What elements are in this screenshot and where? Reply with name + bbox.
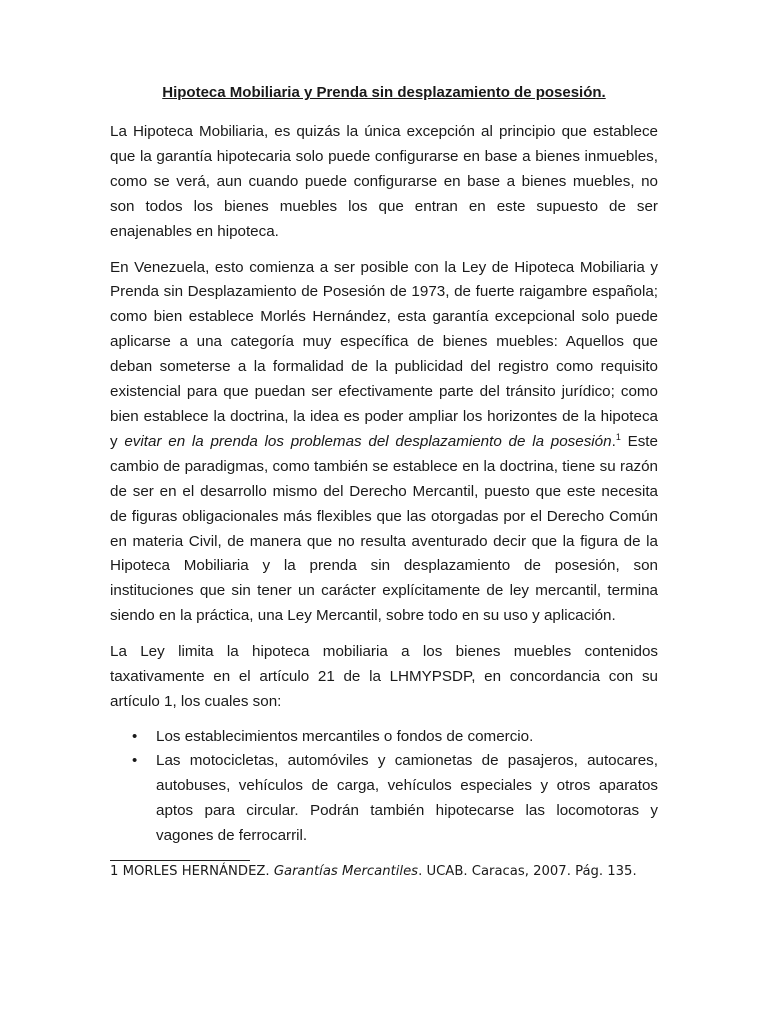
footnote-separator: [110, 860, 250, 861]
document-body: [110, 120, 658, 848]
footnote-rest: . UCAB. Caracas, 2007. Pág. 135.: [418, 864, 637, 879]
footnote-number: 1: [110, 864, 119, 879]
paragraph-2-text-before: En Venezuela, esto comienza a ser posible con la Ley de Hipoteca Mobiliaria y Prenda sin Desplazamiento de Posesión de 1973, de fuerte raigambre española; como bien establece Morlés Hernández, esta garantía excepcional solo puede aplicarse a una categoría muy específica de bienes muebles: Aquellos que deban someterse a la formalidad de la publicidad del registro como requisito existencial para que puedan ser efectivamente parte del tránsito jurídico; como bien establece la doctrina, la idea es poder ampliar los horizontes de la hipoteca y: [110, 258, 658, 450]
document-title: Hipoteca Mobiliaria y Prenda sin desplazamiento de posesión.: [162, 84, 606, 101]
footnote-author: MORLES HERNÁNDEZ.: [118, 864, 274, 879]
list-item: [110, 727, 658, 747]
paragraph-1: La Hipoteca Mobiliaria, es quizás la única excepción al principio que establece que la garantía hipotecaria solo puede configurarse en base a bienes inmuebles, como se verá, aun cuando puede configurarse en base a bienes muebles, no son todos los bienes muebles los que entran en este supuesto de ser enajenables en hipoteca.: [110, 123, 658, 240]
paragraph-2-italic-quote: evitar en la prenda los problemas del desplazamiento de la posesión: [124, 432, 612, 450]
paragraph-2-punct: .: [611, 432, 616, 450]
footnote: [110, 862, 658, 881]
paragraph-2: [110, 256, 658, 630]
list-item: [110, 749, 658, 849]
footnote-reference[interactable]: 1: [615, 431, 621, 442]
list-item-text: Las motocicletas, automóviles y camionetas de pasajeros, autocares, autobuses, vehículos de carga, vehículos especiales y otros aparatos aptos para circular. Podrán también hipotecarse las locomotoras y vagones de ferrocarril.: [156, 751, 658, 844]
goods-list: [110, 727, 658, 849]
paragraph-3: La Ley limita la hipoteca mobiliaria a los bienes muebles contenidos taxativamente en el artículo 21 de la LHMYPSDP, en concordancia con su artículo 1, los cuales son:: [110, 643, 658, 710]
footnote-work-title: Garantías Mercantiles: [273, 864, 419, 879]
paragraph-2-text-after: Este cambio de paradigmas, como también se establece en la doctrina, tiene su razón de ser en el desarrollo mismo del Derecho Mercantil, puesto que este necesita de figuras obligacionales más flexibles que las otorgadas por el Derecho Común en materia Civil, de manera que no resulta aventurado decir que la figura de la Hipoteca Mobiliaria y la prenda sin desplazamiento de posesión, son instituciones que sin tener un carácter explícitamente de ley mercantil, termina siendo en la práctica, una Ley Mercantil, sobre todo en su uso y aplicación.: [110, 432, 658, 625]
bullet-icon: •: [132, 727, 138, 745]
bullet-icon: •: [132, 751, 138, 769]
list-item-text: Los establecimientos mercantiles o fondos de comercio.: [156, 727, 534, 745]
